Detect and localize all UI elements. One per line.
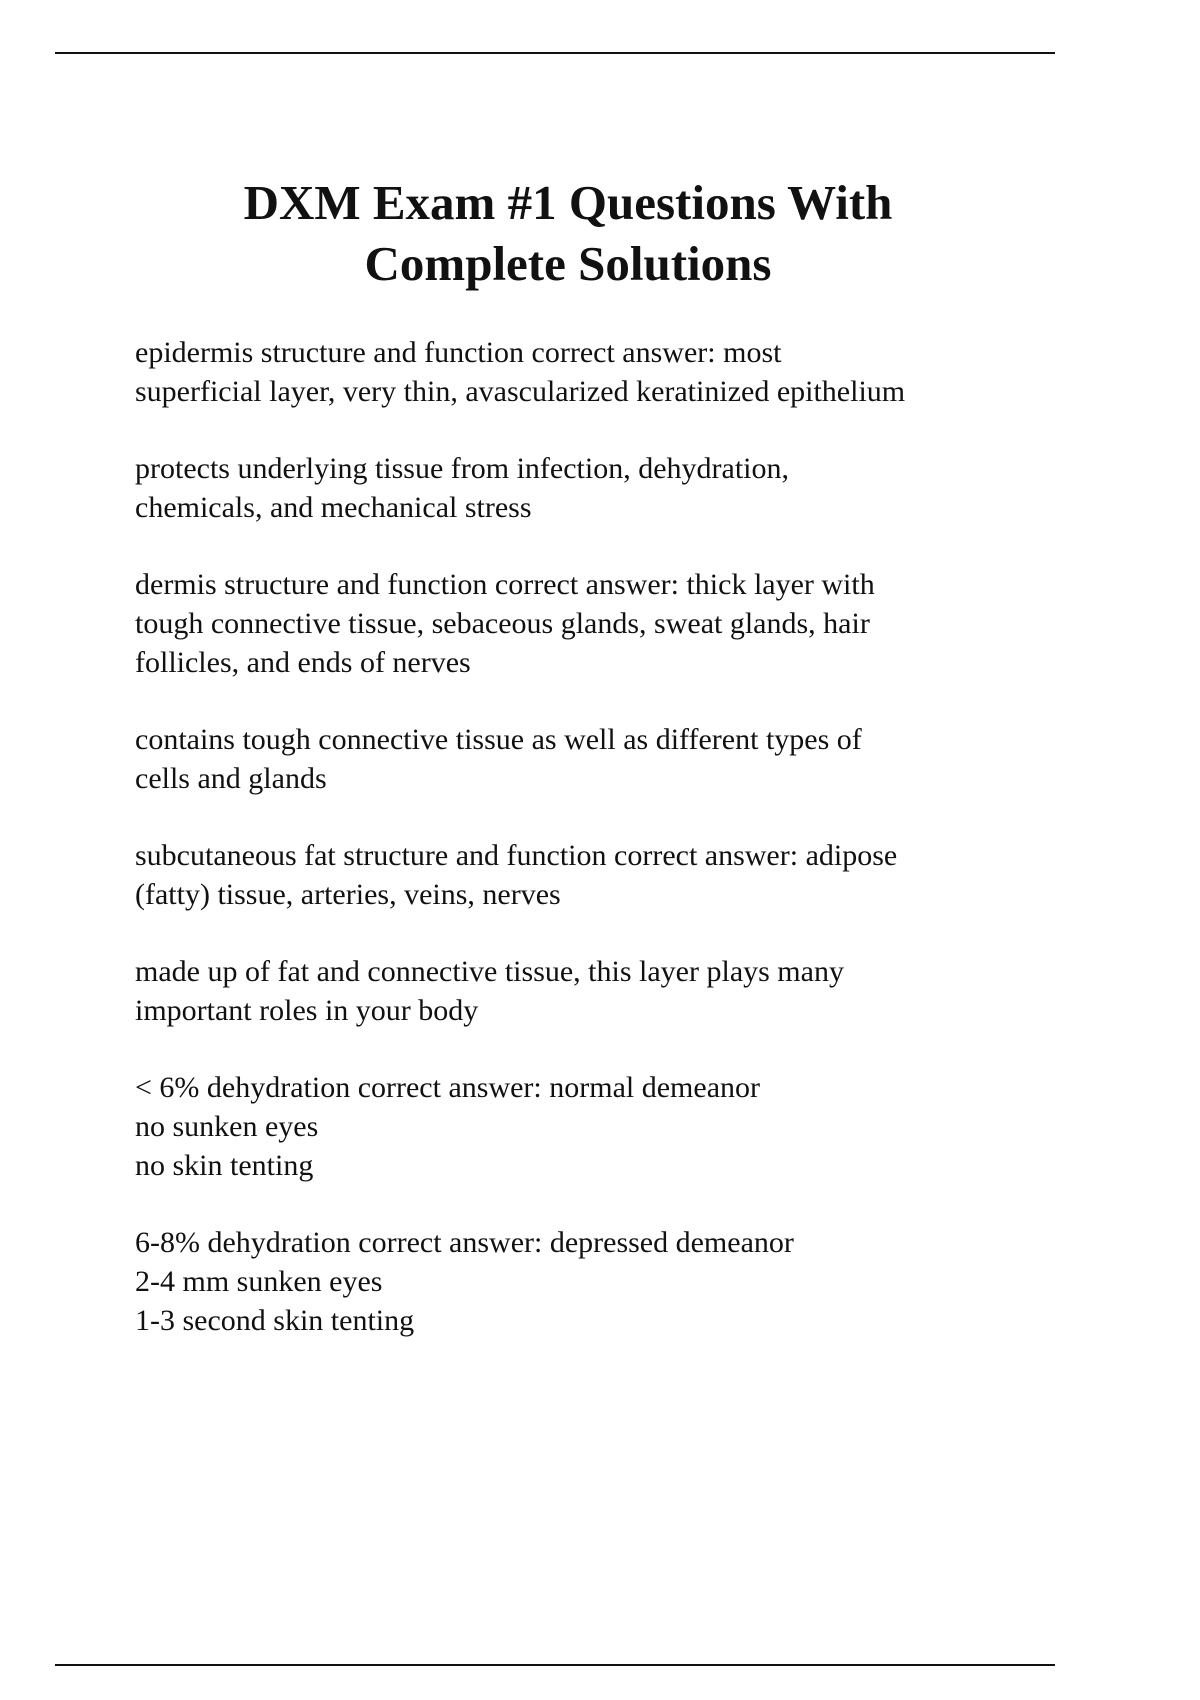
footer-rule xyxy=(55,1664,1055,1666)
text-line: < 6% dehydration correct answer: normal demeanor xyxy=(135,1071,761,1104)
text-line: subcutaneous fat structure and function correct answer: adipose xyxy=(135,839,898,872)
text-line: protects underlying tissue from infection, dehydration, xyxy=(135,452,790,485)
text-line: no sunken eyes xyxy=(135,1110,319,1143)
text-line: important roles in your body xyxy=(135,994,479,1027)
qa-paragraph xyxy=(135,1068,1055,1185)
qa-paragraph xyxy=(135,720,1055,798)
text-line: epidermis structure and function correct answer: most xyxy=(135,336,782,369)
text-line: (fatty) tissue, arteries, veins, nerves xyxy=(135,878,561,911)
text-line: 2-4 mm sunken eyes xyxy=(135,1265,383,1298)
qa-paragraph xyxy=(135,836,1055,914)
qa-paragraph xyxy=(135,1223,1055,1340)
qa-paragraph xyxy=(135,952,1055,1030)
title-line: DXM Exam #1 Questions With xyxy=(243,175,893,230)
text-line: superficial layer, very thin, avascularized keratinized epithelium xyxy=(135,375,906,408)
text-line: 1-3 second skin tenting xyxy=(135,1304,415,1337)
text-line: dermis structure and function correct answer: thick layer with xyxy=(135,568,875,601)
text-line: chemicals, and mechanical stress xyxy=(135,491,532,524)
document-body xyxy=(135,333,1055,1378)
text-line: no skin tenting xyxy=(135,1149,314,1182)
text-line: cells and glands xyxy=(135,762,327,795)
header-rule xyxy=(55,52,1055,54)
qa-paragraph xyxy=(135,449,1055,527)
text-line: follicles, and ends of nerves xyxy=(135,646,471,679)
title-line: Complete Solutions xyxy=(364,236,772,291)
text-line: 6-8% dehydration correct answer: depressed demeanor xyxy=(135,1226,794,1259)
text-line: tough connective tissue, sebaceous glands, sweat glands, hair xyxy=(135,607,870,640)
text-line: contains tough connective tissue as well as different types of xyxy=(135,723,862,756)
text-line: made up of fat and connective tissue, this layer plays many xyxy=(135,955,844,988)
qa-paragraph xyxy=(135,333,1055,411)
document-title xyxy=(0,172,1136,294)
qa-paragraph xyxy=(135,565,1055,682)
